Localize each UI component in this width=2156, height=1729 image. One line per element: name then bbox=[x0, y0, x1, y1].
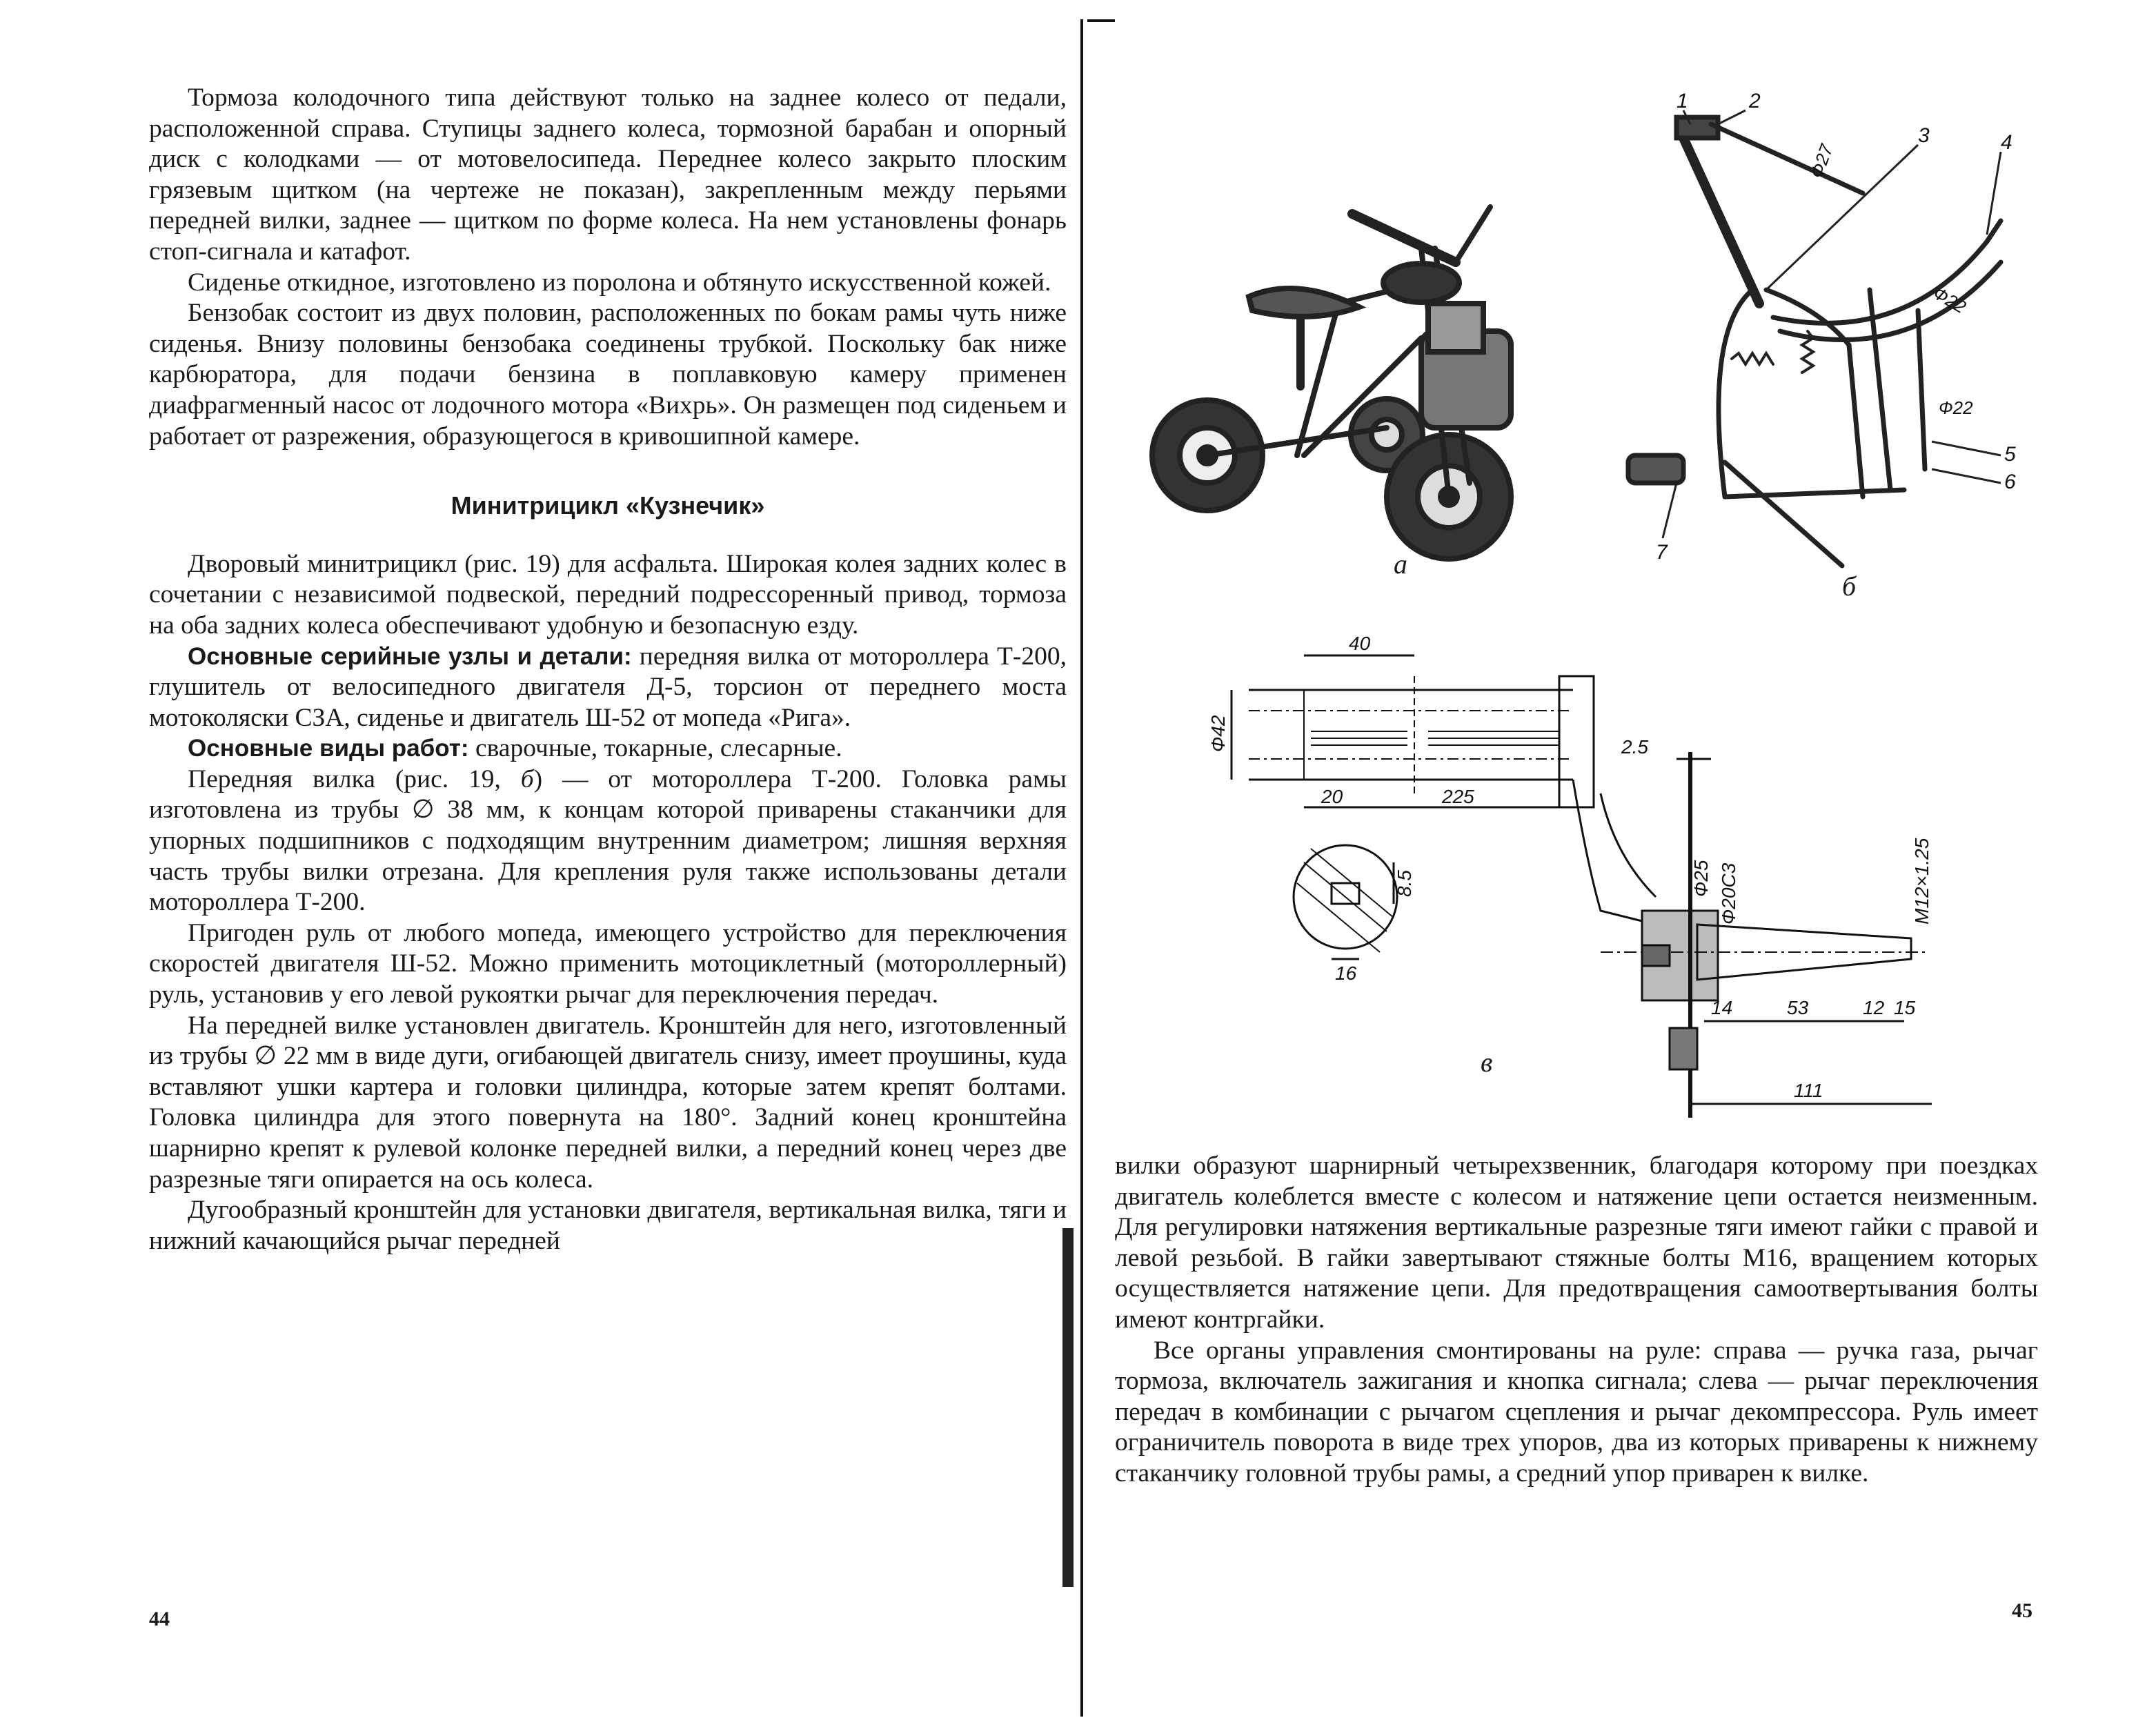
figure-b-fork bbox=[1614, 83, 2056, 580]
dim-40: 40 bbox=[1349, 633, 1371, 654]
figure-caption-v: в bbox=[1481, 1047, 1493, 1078]
callout-1: 1 bbox=[1677, 90, 1688, 112]
paragraph: Тормоза колодочного типа действуют только на заднее колесо от педали, расположенной справа. Ступицы заднего колеса, тормозной барабан и опорный диск с колодками — от мотовелосипеда. Переднее колесо закрыто плоским грязевым щитком (на чертеже не показан), закрепленным между перьями передней вилки, заднее — щитком по форме колеса. На нем установлены фонарь стоп-сигнала и катафот. bbox=[149, 83, 1067, 266]
paragraph-text: Передняя вилка (рис. 19, bbox=[188, 764, 521, 793]
dim-2-5: 2.5 bbox=[1621, 736, 1648, 758]
right-page-text bbox=[1115, 1151, 2038, 1490]
callout-7: 7 bbox=[1656, 541, 1668, 564]
figure-v-drawing bbox=[1207, 633, 1973, 1132]
page-corner-mark bbox=[1087, 19, 1115, 22]
dim-phi42: Ф42 bbox=[1207, 715, 1229, 752]
paragraph: Все органы управления смонтированы на руле: справа — ручка газа, рычаг тормоза, включатель зажигания и кнопка сигнала; слева — рычаг переключения передач в комбинации с рычагом сцепления и рычаг декомпрессора. Руль имеет ограничитель поворота в виде трех упоров, два из которых приварены к нижнему стаканчику головной трубы рамы, а средний упор приварен к вилке. bbox=[1115, 1336, 2038, 1488]
dim-16: 16 bbox=[1335, 962, 1357, 984]
technical-drawing bbox=[1207, 633, 1973, 1132]
dim-20: 20 bbox=[1321, 786, 1343, 807]
paragraph: Дугообразный кронштейн для установки двигателя, вертикальная вилка, тяги и нижний качающийся рычаг передней bbox=[149, 1196, 1067, 1255]
paragraph bbox=[149, 764, 1067, 918]
paragraph: Сиденье откидное, изготовлено из поролона и обтянуто искусственной кожей. bbox=[188, 268, 1051, 297]
paragraph: Пригоден руль от любого мопеда, имеющего устройство для переключения скоростей двигателя Ш-52. Можно применить мотоциклетный (мотороллерный) руль, установив у его левой рукоятки рычаг для переключения передач. bbox=[149, 918, 1067, 1009]
dim-phi22-upper: Ф22 bbox=[1930, 282, 1970, 317]
dim-53: 53 bbox=[1787, 997, 1809, 1018]
callout-6: 6 bbox=[2004, 471, 2016, 493]
callout-4: 4 bbox=[2001, 131, 2012, 154]
dim-phi22-lower: Ф22 bbox=[1939, 397, 1973, 418]
dim-8-5: 8.5 bbox=[1394, 870, 1415, 897]
paragraph: вилки образуют шарнирный четырехзвенник, благодаря которому при поездках двигатель колеблется вместе с колесом и натяжение цепи остается неизменным. Для регулировки натяжения вертикальные разрезные тяги имеют гайки с правой и левой резьбой. В гайки завертывают стяжные болты М16, вращением которых осуществляется натяжение цепи. Для предотвращения самоотвертывания болты имеют контргайки. bbox=[1115, 1152, 2038, 1334]
dim-m12: М12×1.25 bbox=[1911, 838, 1932, 925]
callout-2: 2 bbox=[1749, 90, 1761, 112]
left-page-text bbox=[149, 83, 1067, 1256]
figure-caption-a: а bbox=[1394, 549, 1407, 580]
figure-ref: б bbox=[520, 764, 534, 793]
fork-illustration bbox=[1614, 83, 2056, 580]
dim-12: 12 bbox=[1863, 997, 1885, 1018]
dim-14: 14 bbox=[1711, 997, 1733, 1018]
paragraph-text: ) — от мотороллера Т-200. Головка рамы изготовлена из трубы ∅ 38 мм, к концам которой приварены стаканчики для упорных подшипников с подходящим внутренним диаметром; лишняя верхняя часть трубы вилки отрезана. Для крепления руля также использованы детали мотороллера Т-200. bbox=[149, 764, 1067, 917]
callout-5: 5 bbox=[2004, 443, 2016, 466]
dim-111: 111 bbox=[1794, 1080, 1823, 1101]
tricycle-illustration bbox=[1131, 166, 1601, 580]
paragraph: Бензобак состоит из двух половин, расположенных по бокам рамы чуть ниже сиденья. Внизу половины бензобака соединены трубкой. Поскольку бак ниже карбюратора, для подачи бензина в поплавковую камеру применен диафрагменный насос от лодочного мотора «Вихрь». Он размещен под сиденьем и работает от разрежения, образующегося в кривошипной камере. bbox=[149, 299, 1067, 451]
dim-phi27: Ф27 bbox=[1806, 141, 1837, 181]
section-heading: Минитрицикл «Кузнечик» bbox=[451, 491, 765, 520]
page-gutter-shadow bbox=[1062, 1228, 1074, 1587]
dim-15: 15 bbox=[1894, 997, 1916, 1018]
paragraph-label: Основные серийные узлы и детали: bbox=[188, 642, 632, 670]
callout-3: 3 bbox=[1918, 124, 1930, 147]
paragraph bbox=[149, 642, 1067, 734]
page-gutter bbox=[1080, 19, 1083, 1717]
dim-phi20c3: Ф20С3 bbox=[1718, 862, 1739, 925]
dim-225: 225 bbox=[1442, 786, 1474, 807]
dim-phi25: Ф25 bbox=[1690, 860, 1712, 897]
page-number-right: 45 bbox=[2012, 1599, 2033, 1622]
figure-caption-b: б bbox=[1842, 571, 1857, 602]
paragraph-label: Основные виды работ: bbox=[188, 735, 469, 762]
paragraph: Дворовый минитрицикл (рис. 19) для асфальта. Широкая колея задних колес в сочетании с независимой подвеской, передний подрессоренный привод, тормоза на оба задних колеса обеспечивают удобную и безопасную езду. bbox=[149, 549, 1067, 640]
figure-a-tricycle bbox=[1131, 166, 1601, 580]
paragraph-text: сварочные, токарные, слесарные. bbox=[468, 734, 842, 763]
page-number-left: 44 bbox=[149, 1608, 170, 1630]
paragraph-text: передняя вилка от мотороллера Т-200, глушитель от велосипедного двигателя Д-5, торсион от переднего моста мотоколяски СЗА, сиденье и двигатель Ш-52 от мопеда «Рига». bbox=[149, 642, 1067, 732]
paragraph: На передней вилке установлен двигатель. Кронштейн для него, изготовленный из трубы ∅ 22 мм в виде дуги, огибающей двигатель снизу, имеет проушины, куда вставляют ушки картера и головки цилиндра, которые затем крепят болтами. Головка цилиндра для этого повернута на 180°. Задний конец кронштейна шарнирно крепят к рулевой колонке передней вилки, а передний конец через две разрезные тяги опирается на ось колеса. bbox=[149, 1011, 1067, 1194]
paragraph bbox=[149, 733, 1067, 764]
